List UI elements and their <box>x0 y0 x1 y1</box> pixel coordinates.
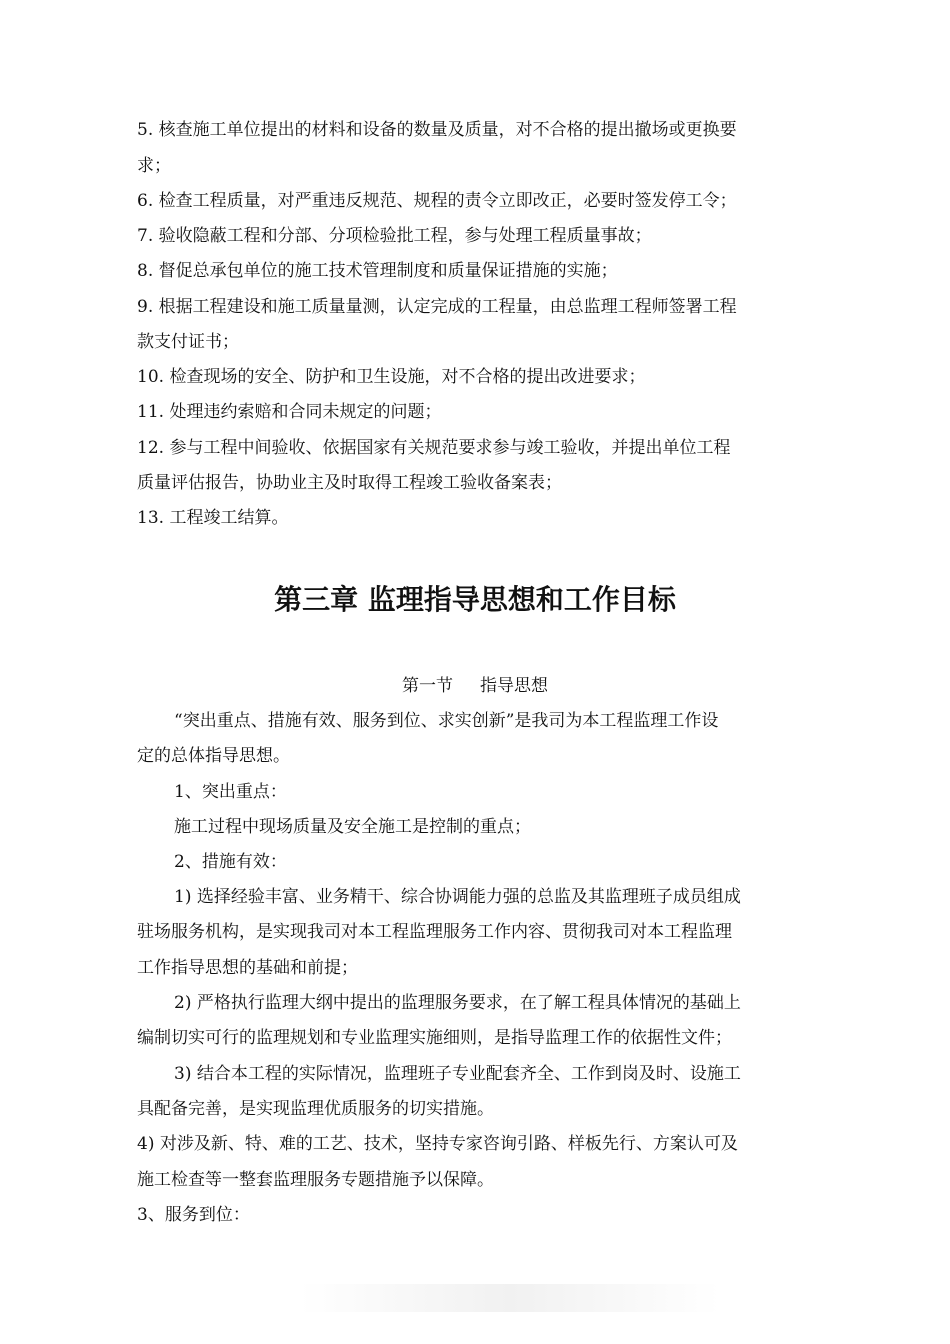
list-item: 10. 检查现场的安全、防护和卫生设施，对不合格的提出改进要求； <box>137 367 646 387</box>
list-item: 求； <box>137 156 171 176</box>
paragraph-line: 具配备完善，是实现监理优质服务的切实措施。 <box>137 1099 494 1119</box>
paragraph-line: 3、服务到位： <box>137 1205 250 1225</box>
paragraph-line: 驻场服务机构，是实现我司对本工程监理服务工作内容、贯彻我司对本工程监理 <box>137 922 732 942</box>
paragraph-line: 2) 严格执行监理大纲中提出的监理服务要求，在了解工程具体情况的基础上 <box>174 993 741 1013</box>
paragraph-line: 3) 结合本工程的实际情况，监理班子专业配套齐全、工作到岗及时、设施工 <box>174 1064 741 1084</box>
section-title: 第一节 指导思想 <box>401 676 549 696</box>
paragraph-line: 1、突出重点： <box>174 782 287 802</box>
paragraph-line: 2、措施有效： <box>174 852 287 872</box>
paragraph-line: 施工过程中现场质量及安全施工是控制的重点； <box>174 817 531 837</box>
list-item: 质量评估报告，协助业主及时取得工程竣工验收备案表； <box>137 473 562 493</box>
paragraph-line: 4) 对涉及新、特、难的工艺、技术，坚持专家咨询引路、样板先行、方案认可及 <box>137 1134 738 1154</box>
list-item: 13. 工程竣工结算。 <box>137 508 289 528</box>
paragraph-line: 定的总体指导思想。 <box>137 746 290 766</box>
paragraph-line: 编制切实可行的监理规划和专业监理实施细则，是指导监理工作的依据性文件； <box>137 1028 732 1048</box>
paragraph-line: “突出重点、措施有效、服务到位、求实创新”是我司为本工程监理工作设 <box>174 711 719 731</box>
paragraph-line: 施工检查等一整套监理服务专题措施予以保障。 <box>137 1170 494 1190</box>
faded-watermark <box>300 1284 720 1312</box>
list-item: 9. 根据工程建设和施工质量量测，认定完成的工程量，由总监理工程师签署工程 <box>137 297 737 317</box>
list-item: 11. 处理违约索赔和合同未规定的问题； <box>137 402 442 422</box>
list-item: 款支付证书； <box>137 332 239 352</box>
chapter-title: 第三章 监理指导思想和工作目标 <box>274 583 676 616</box>
list-item: 5. 核查施工单位提出的材料和设备的数量及质量，对不合格的提出撤场或更换要 <box>137 120 737 140</box>
list-item: 7. 验收隐蔽工程和分部、分项检验批工程，参与处理工程质量事故； <box>137 226 652 246</box>
list-item: 8. 督促总承包单位的施工技术管理制度和质量保证措施的实施； <box>137 261 618 281</box>
paragraph-line: 工作指导思想的基础和前提； <box>137 958 358 978</box>
paragraph-line: 1) 选择经验丰富、业务精干、综合协调能力强的总监及其监理班子成员组成 <box>174 887 741 907</box>
list-item: 12. 参与工程中间验收、依据国家有关规范要求参与竣工验收，并提出单位工程 <box>137 438 731 458</box>
list-item: 6. 检查工程质量，对严重违反规范、规程的责令立即改正，必要时签发停工令； <box>137 191 737 211</box>
